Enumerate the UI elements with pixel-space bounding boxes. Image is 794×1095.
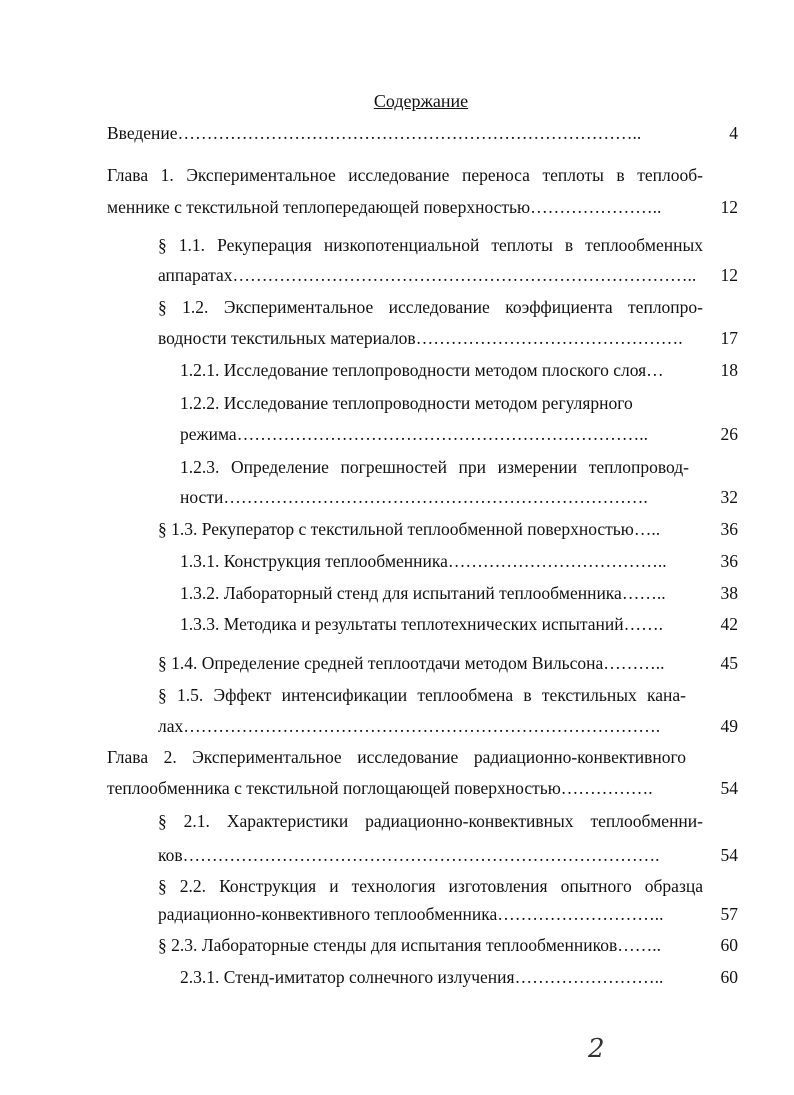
toc-entry-1-3-3 [0, 612, 794, 636]
toc-entry-1-2 [0, 295, 794, 319]
page-title: Содержание [373, 91, 469, 111]
toc-entry-text: 1.3.3. Методика и результаты теплотехнических испытаний……. [180, 614, 663, 634]
toc-entry-2-3-1 [0, 965, 794, 989]
toc-entry-text: аппаратах…………………………………………………………………….. [158, 265, 697, 285]
toc-entry-page: 49 [720, 716, 738, 736]
toc-entry-1-3 [0, 517, 794, 541]
toc-entry-text: лах………………………………………………………………………. [158, 716, 661, 736]
toc-entry-2-2-cont [0, 902, 794, 926]
toc-entry-1-2-3 [0, 455, 794, 479]
toc-entry-text: ности………………………………………………………………. [180, 487, 648, 507]
toc-entry-page: 36 [720, 551, 738, 571]
toc-entry-page: 36 [720, 519, 738, 539]
toc-entry-text: 1.3.1. Конструкция теплообменника……………………………….. [180, 551, 667, 571]
toc-entry-page: 4 [729, 123, 738, 143]
toc-entry-page: 17 [720, 328, 738, 348]
toc-entry-page: 60 [720, 935, 738, 955]
toc-entry-page: 26 [720, 424, 738, 444]
toc-entry-text: § 2.1. Характеристики радиационно-конвективных теплообменни- [158, 811, 703, 831]
toc-entry-1-5 [0, 683, 794, 707]
toc-entry-introduction [0, 121, 794, 145]
toc-entry-text: режима…………………………………………………………….. [180, 424, 648, 444]
toc-entry-1-1 [0, 233, 794, 257]
toc-entry-text: меннике с текстильной теплопередающей поверхностью………………….. [107, 197, 662, 217]
toc-entry-page: 32 [720, 487, 738, 507]
toc-entry-1-2-1 [0, 358, 794, 382]
toc-entry-text: § 1.2. Экспериментальное исследование коэффициента теплопро- [158, 297, 703, 317]
toc-entry-text: 1.3.2. Лабораторный стенд для испытаний теплообменника…….. [180, 583, 666, 603]
toc-entry-chapter-1-cont [0, 195, 794, 219]
toc-entry-text: § 2.2. Конструкция и технология изготовления опытного образца [158, 876, 703, 896]
toc-entry-text: Введение…………………………………………………………………….. [107, 123, 642, 143]
toc-entry-page: 54 [720, 778, 738, 798]
toc-entry-1-3-1 [0, 549, 794, 573]
toc-entry-1-3-2 [0, 581, 794, 605]
toc-entry-1-2-3-cont [0, 485, 794, 509]
toc-entry-1-4 [0, 651, 794, 675]
toc-entry-2-1 [0, 809, 794, 833]
toc-entry-text: 1.2.3. Определение погрешностей при измерении теплопровод- [180, 457, 689, 477]
toc-entry-text: § 1.3. Рекуператор с текстильной теплообменной поверхностью….. [158, 519, 661, 539]
toc-entry-text: § 1.4. Определение средней теплоотдачи методом Вильсона……….. [158, 653, 665, 673]
toc-entry-page: 42 [720, 614, 738, 634]
toc-entry-page: 54 [720, 845, 738, 865]
toc-entry-text: водности текстильных материалов………………………………………. [158, 328, 683, 348]
handwritten-page-number: 2 [588, 1034, 605, 1064]
toc-entry-1-2-2 [0, 391, 794, 415]
toc-entry-text: § 1.5. Эффект интенсификации теплообмена в текстильных кана- [158, 685, 686, 705]
toc-entry-page: 12 [720, 197, 738, 217]
toc-entry-text: 2.3.1. Стенд-имитатор солнечного излучения…………………….. [180, 967, 664, 987]
toc-entry-text: радиационно-конвективного теплообменника……………………….. [158, 904, 664, 924]
toc-entry-text: Глава 1. Экспериментальное исследование переноса теплоты в теплооб- [107, 165, 703, 185]
toc-entry-page: 12 [720, 265, 738, 285]
toc-entry-2-3 [0, 933, 794, 957]
toc-entry-text: 1.2.1. Исследование теплопроводности методом плоского слоя… [180, 360, 664, 380]
toc-entry-2-2 [0, 874, 794, 898]
toc-entry-text: теплообменника с текстильной поглощающей поверхностью……………. [107, 778, 653, 798]
toc-entry-1-5-cont [0, 714, 794, 738]
toc-entry-page: 60 [720, 967, 738, 987]
toc-entry-1-1-cont [0, 263, 794, 287]
toc-entry-text: ков………………………………………………………………………. [158, 845, 660, 865]
toc-entry-chapter-2 [0, 745, 794, 769]
toc-entry-1-2-2-cont [0, 422, 794, 446]
toc-entry-page: 18 [720, 360, 738, 380]
toc-entry-chapter-1 [0, 163, 794, 187]
toc-entry-text: 1.2.2. Исследование теплопроводности методом регулярного [180, 393, 633, 413]
toc-entry-page: 57 [720, 904, 738, 924]
toc-entry-1-2-cont [0, 326, 794, 350]
toc-entry-chapter-2-cont [0, 776, 794, 800]
toc-entry-text: § 2.3. Лабораторные стенды для испытания теплообменников…….. [158, 935, 662, 955]
toc-entry-text: § 1.1. Рекуперация низкопотенциальной теплоты в теплообменных [158, 235, 703, 255]
toc-entry-text: Глава 2. Экспериментальное исследование радиационно-конвективного [107, 747, 686, 767]
toc-entry-page: 38 [720, 583, 738, 603]
toc-entry-page: 45 [720, 653, 738, 673]
toc-entry-2-1-cont [0, 843, 794, 867]
